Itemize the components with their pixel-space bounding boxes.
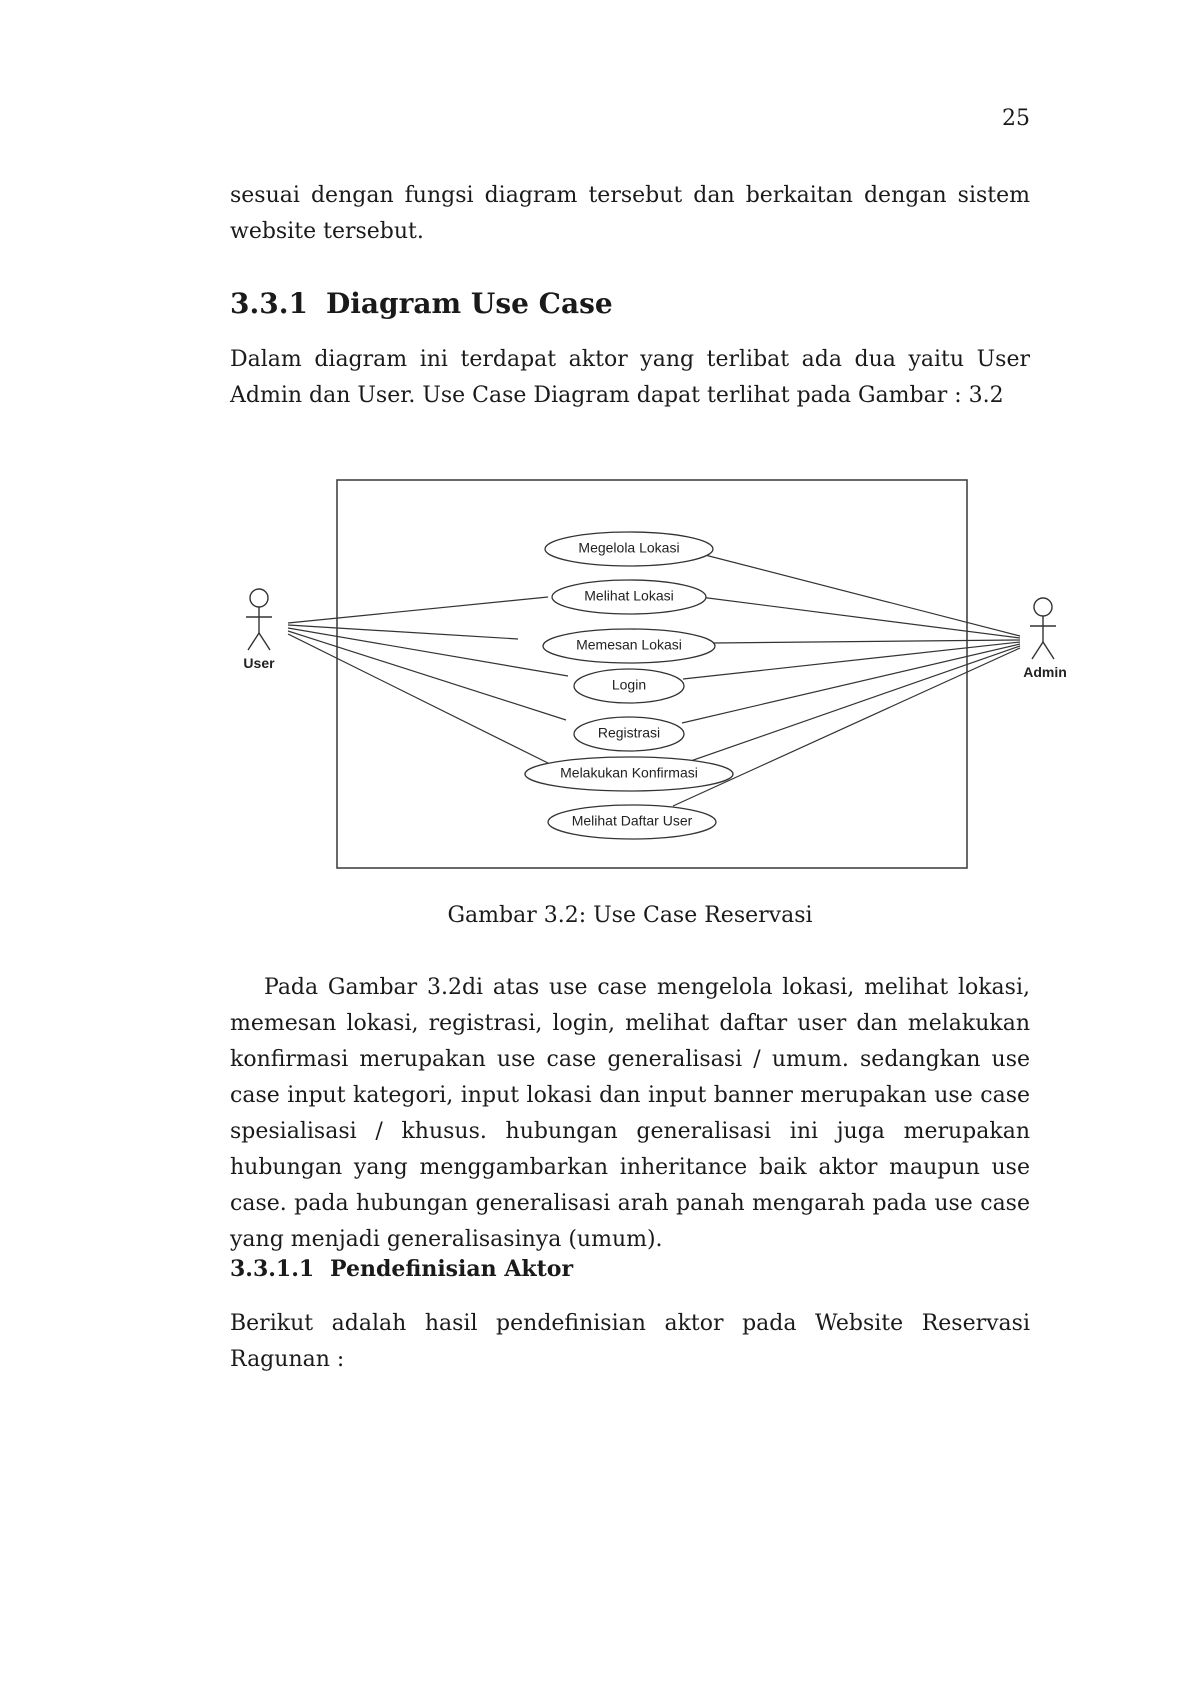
user-associations (288, 597, 568, 763)
assoc-admin-login (683, 642, 1020, 679)
assoc-admin-megelola-lokasi (705, 555, 1020, 636)
section-paragraph: Dalam diagram ini terdapat aktor yang terlibat ada dua yaitu User Admin dan User. Use Case Diagram dapat terlihat pada Gambar : 3.2 (230, 347, 1030, 408)
use-case-diagram-svg (230, 445, 1090, 885)
subsection-title: Pendefinisian Aktor (330, 1256, 574, 1282)
user-actor-icon (246, 589, 272, 650)
body-paragraph: Pada Gambar 3.2di atas use case mengelola lokasi, melihat lokasi, memesan lokasi, registrasi, login, melihat daftar user dan melakukan konfirmasi merupakan use case generalisasi / umum. sedangkan use case input kategori, input lokasi dan input banner merupakan use case spesialisasi / khusus. hubungan generalisasi ini juga merupakan hubungan yang menggambarkan inheritance baik aktor maupun use case. pada hubungan generalisasi arah panah mengarah pada use case yang menjadi generalisasinya (umum). (230, 975, 1030, 1252)
admin-actor-icon (1030, 598, 1056, 659)
assoc-user-memesan-lokasi (288, 625, 518, 639)
intro-paragraph: sesuai dengan fungsi diagram tersebut dan berkaitan dengan sistem website tersebut. (230, 183, 1030, 244)
assoc-user-melakukan-konfirmasi (288, 634, 548, 763)
usecase-label-4: Registrasi (597, 724, 661, 741)
subsection-number: 3.3.1.1 (230, 1256, 315, 1282)
assoc-user-melihat-lokasi (288, 597, 548, 623)
usecase-label-0: Megelola Lokasi (578, 539, 680, 556)
page-number: 25 (1002, 106, 1030, 131)
usecase-label-5: Melakukan Konfirmasi (560, 764, 698, 781)
user-actor-label: User (243, 655, 275, 671)
assoc-admin-memesan-lokasi (713, 640, 1020, 643)
section-heading (230, 287, 613, 320)
section-title: Diagram Use Case (326, 287, 613, 320)
usecase-label-3: Login (611, 676, 647, 693)
subsection-paragraph: Berikut adalah hasil pendefinisian aktor pada Website Reservasi Ragunan : (230, 1311, 1030, 1372)
usecase-label-2: Memesan Lokasi (576, 636, 682, 653)
usecase-label-6: Melihat Daftar User (571, 812, 693, 829)
assoc-admin-melihat-daftar-user (673, 648, 1020, 806)
assoc-user-login (288, 628, 568, 676)
assoc-user-registrasi (288, 631, 566, 720)
use-case-diagram (230, 445, 1090, 885)
figure-caption: Gambar 3.2: Use Case Reservasi (447, 903, 813, 928)
usecase-label-1: Melihat Lokasi (584, 587, 674, 604)
assoc-admin-registrasi (682, 644, 1020, 723)
section-number: 3.3.1 (230, 287, 308, 320)
subsection-heading (230, 1256, 573, 1282)
assoc-admin-melihat-lokasi (700, 597, 1020, 638)
admin-actor-label: Admin (1023, 664, 1067, 680)
assoc-admin-melakukan-konfirmasi (685, 646, 1020, 763)
